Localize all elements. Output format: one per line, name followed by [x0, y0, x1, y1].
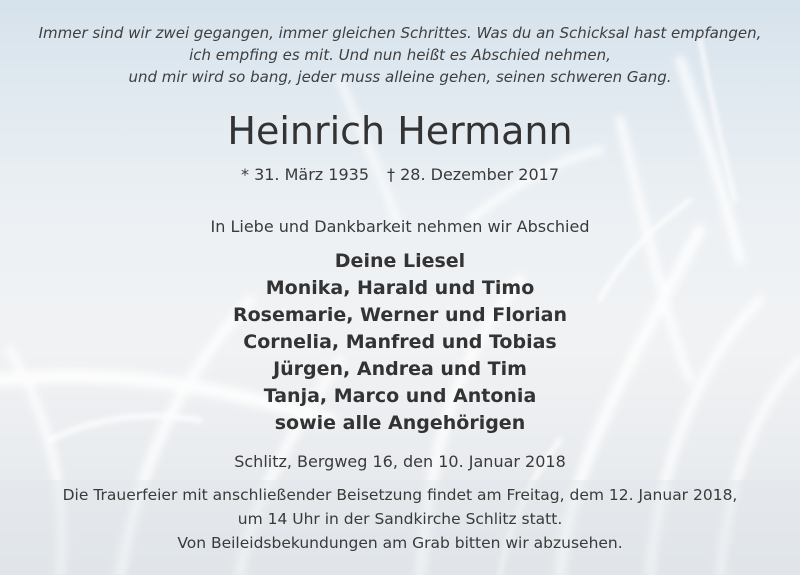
place-and-date: Schlitz, Bergweg 16, den 10. Januar 2018 — [234, 452, 566, 471]
notice-line: um 14 Uhr in der Sandkirche Schlitz statt. — [237, 510, 563, 528]
farewell-intro: In Liebe und Dankbarkeit nehmen wir Abschied — [210, 217, 590, 236]
mourner-line: Deine Liesel — [334, 250, 466, 272]
mourner-line: Cornelia, Manfred und Tobias — [243, 331, 557, 353]
mourner-line: Rosemarie, Werner und Florian — [232, 304, 568, 326]
poem-line: ich empfing es mit. Und nun heißt es Abschied nehmen, — [189, 46, 611, 64]
mourner-line: Jürgen, Andrea und Tim — [273, 358, 527, 380]
notice-line: Die Trauerfeier mit anschließender Beisetzung findet am Freitag, dem 12. Januar 2018, — [62, 486, 738, 504]
death-date: † 28. Dezember 2017 — [387, 165, 559, 184]
birth-date: * 31. März 1935 — [240, 165, 369, 184]
mourners-list — [0, 248, 800, 437]
life-dates — [0, 164, 800, 186]
poem — [20, 22, 780, 88]
poem-line: und mir wird so bang, jeder muss alleine gehen, seinen schweren Gang. — [128, 68, 672, 86]
mourner-line: sowie alle Angehörigen — [274, 412, 526, 434]
poem-line: Immer sind wir zwei gegangen, immer gleichen Schrittes. Was du an Schicksal hast empfangen, — [38, 24, 762, 42]
funeral-notice — [20, 483, 780, 555]
notice-line: Von Beileidsbekundungen am Grab bitten wir abzusehen. — [177, 534, 623, 552]
mourner-line: Monika, Harald und Timo — [265, 277, 535, 299]
mourner-line: Tanja, Marco und Antonia — [263, 385, 537, 407]
deceased-name: Heinrich Hermann — [227, 109, 573, 153]
